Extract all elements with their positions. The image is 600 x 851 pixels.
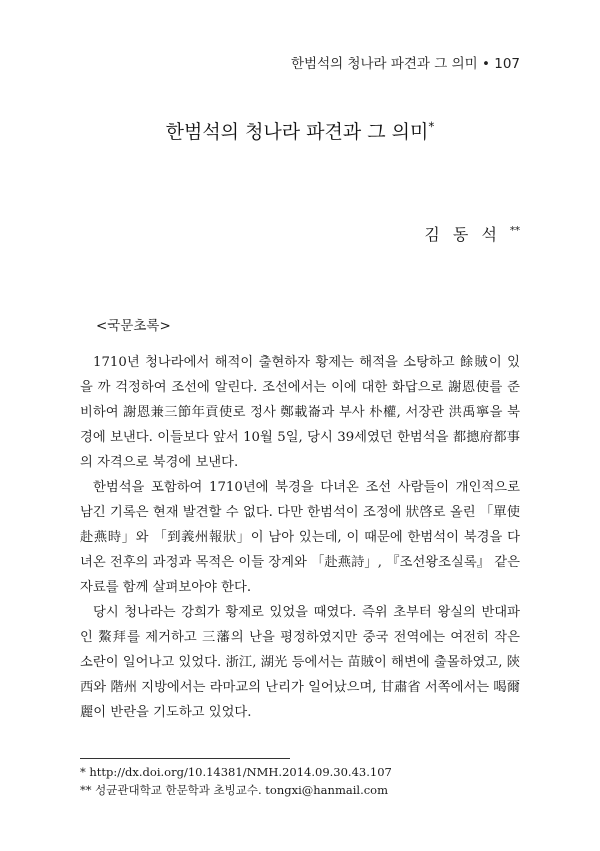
author-line: [424, 222, 520, 245]
footnotes: [80, 763, 520, 799]
author-footnote-mark: **: [510, 225, 520, 237]
title-footnote-mark: *: [428, 119, 435, 134]
footnote-doi: * http://dx.doi.org/10.14381/NMH.2014.09.30.43.107: [80, 765, 392, 779]
author-name: 김 동 석: [424, 225, 501, 244]
article-title: [0, 117, 600, 144]
abstract-body: [80, 350, 520, 725]
paragraph-3: 당시 청나라는 강희가 황제로 있었을 때였다. 즉위 초부터 왕실의 반대파인 鰲拜를 제거하고 三藩의 난을 평정하였지만 중국 전역에는 여전히 작은 소란이 일어나고 있었다. 浙江, 湖光 등에서는 苗賊이 해변에 출몰하였고, 陝西와 階州 지방에서는 라마교의 난리가 일어났으며, 甘肅省 서쪽에서는 喝爾麗이 반란을 기도하고 있었다.: [80, 605, 520, 720]
paragraph-2: 한범석을 포함하여 1710년에 북경을 다녀온 조선 사람들이 개인적으로 남긴 기록은 현재 발견할 수 없다. 다만 한범석이 조정에 狀啓로 올린 「單使赴燕時」와 「到義州報狀」이 남아 있는데, 이 때문에 한범석이 북경을 다녀온 전후의 과정과 목적은 이들 장계와 「赴燕詩」, 『조선왕조실록』 같은 자료를 함께 살펴보아야 한다.: [80, 480, 520, 595]
footnote-author-affiliation: ** 성균관대학교 한문학과 초빙교수. tongxi@hanmail.com: [80, 783, 388, 797]
abstract-heading: <국문초록>: [96, 318, 171, 334]
paragraph-1: 1710년 청나라에서 해적이 출현하자 황제는 해적을 소탕하고 餘賊이 있을 까 걱정하여 조선에 알린다. 조선에서는 이에 대한 화답으로 謝恩使를 준비하여 謝恩兼三節年貢使로 정사 鄭載崙과 부사 朴權, 서장관 洪禹寧을 북경에 보낸다. 이들보다 앞서 10월 5일, 당시 39세였던 한범석을 都摠府都事의 자격으로 북경에 보낸다.: [80, 355, 520, 470]
running-head: 한범석의 청나라 파견과 그 의미 • 107: [290, 56, 520, 72]
footnote-divider: [80, 758, 290, 759]
title-text: 한범석의 청나라 파견과 그 의미: [165, 121, 429, 143]
